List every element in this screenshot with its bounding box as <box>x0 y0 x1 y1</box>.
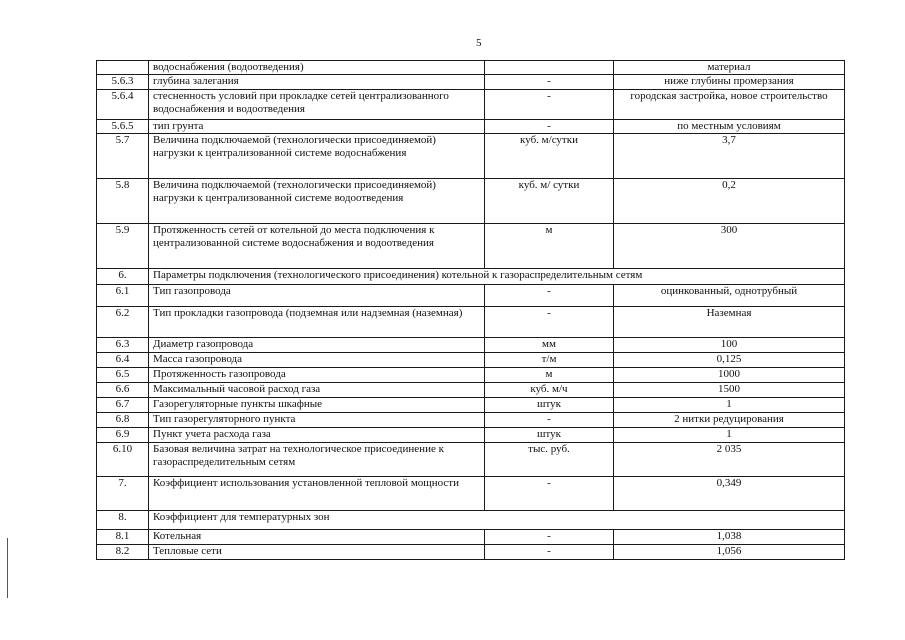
row-value: 1,056 <box>614 545 845 560</box>
row-value: оцинкованный, однотрубный <box>614 285 845 307</box>
row-number: 8.1 <box>97 530 149 545</box>
row-value: 2 035 <box>614 443 845 477</box>
row-value: 1 <box>614 428 845 443</box>
row-number: 5.7 <box>97 134 149 179</box>
table-row <box>97 428 845 443</box>
row-unit: - <box>485 477 614 511</box>
row-parameter: Тип газопровода <box>149 285 485 307</box>
table-row <box>97 353 845 368</box>
row-parameter: Максимальный часовой расход газа <box>149 383 485 398</box>
row-parameter: Коэффициент использования установленной тепловой мощности <box>149 477 485 511</box>
row-unit: - <box>485 285 614 307</box>
table-row <box>97 134 845 179</box>
table-row <box>97 368 845 383</box>
row-number: 6.10 <box>97 443 149 477</box>
table-section-row <box>97 511 845 530</box>
row-unit: - <box>485 413 614 428</box>
row-number: 5.6.4 <box>97 90 149 120</box>
scan-edge-mark <box>7 538 8 598</box>
row-value: 1 <box>614 398 845 413</box>
row-value: 1,038 <box>614 530 845 545</box>
row-value: 2 нитки редуцирования <box>614 413 845 428</box>
row-parameter: Тип прокладки газопровода (подземная или надземная (наземная) <box>149 307 485 338</box>
row-value: 1000 <box>614 368 845 383</box>
row-unit: м <box>485 224 614 269</box>
row-value: 0,125 <box>614 353 845 368</box>
row-parameter: Масса газопровода <box>149 353 485 368</box>
section-title: Коэффициент для температурных зон <box>149 511 845 530</box>
row-value: 1500 <box>614 383 845 398</box>
row-number: 5.6.5 <box>97 120 149 134</box>
row-number: 6.2 <box>97 307 149 338</box>
row-unit: - <box>485 530 614 545</box>
row-number: 5.9 <box>97 224 149 269</box>
row-parameter: Диаметр газопровода <box>149 338 485 353</box>
row-number: 6.4 <box>97 353 149 368</box>
row-value: 100 <box>614 338 845 353</box>
table-row <box>97 398 845 413</box>
table-row <box>97 75 845 90</box>
row-parameter: Пункт учета расхода газа <box>149 428 485 443</box>
row-parameter: Базовая величина затрат на технологическое присоединение к газораспределительным сетям <box>149 443 485 477</box>
row-parameter: Котельная <box>149 530 485 545</box>
row-unit: куб. м/ч <box>485 383 614 398</box>
row-value: 3,7 <box>614 134 845 179</box>
row-parameter: Протяженность газопровода <box>149 368 485 383</box>
page-number: 5 <box>476 37 482 49</box>
row-parameter: Протяженность сетей от котельной до места подключения к централизованной системе водоснабжения и водоотведения <box>149 224 485 269</box>
row-parameter: Тепловые сети <box>149 545 485 560</box>
row-number: 8.2 <box>97 545 149 560</box>
row-number: 5.8 <box>97 179 149 224</box>
row-parameter: глубина залегания <box>149 75 485 90</box>
row-number: 6.7 <box>97 398 149 413</box>
row-value: Наземная <box>614 307 845 338</box>
table-row <box>97 383 845 398</box>
row-unit: - <box>485 75 614 90</box>
row-number: 6.5 <box>97 368 149 383</box>
row-value: 0,2 <box>614 179 845 224</box>
table-row <box>97 443 845 477</box>
table-row <box>97 545 845 560</box>
row-parameter: Тип газорегуляторного пункта <box>149 413 485 428</box>
table-section-row <box>97 269 845 285</box>
row-unit: мм <box>485 338 614 353</box>
table-row <box>97 179 845 224</box>
row-parameter: водоснабжения (водоотведения) <box>149 61 485 75</box>
table-row <box>97 413 845 428</box>
row-value: городская застройка, новое строительство <box>614 90 845 120</box>
table-row <box>97 224 845 269</box>
row-number: 6.1 <box>97 285 149 307</box>
table-row <box>97 338 845 353</box>
parameters-table <box>96 60 845 560</box>
row-parameter: тип грунта <box>149 120 485 134</box>
row-number: 6.3 <box>97 338 149 353</box>
row-unit: т/м <box>485 353 614 368</box>
table-row <box>97 120 845 134</box>
row-value: ниже глубины промерзания <box>614 75 845 90</box>
section-number: 6. <box>97 269 149 285</box>
row-number: 6.6 <box>97 383 149 398</box>
table-row <box>97 530 845 545</box>
row-number: 5.6.3 <box>97 75 149 90</box>
table-row <box>97 307 845 338</box>
row-unit: куб. м/ сутки <box>485 179 614 224</box>
section-title: Параметры подключения (технологического присоединения) котельной к газораспределительным сетям <box>149 269 845 285</box>
row-number <box>97 61 149 75</box>
section-number: 8. <box>97 511 149 530</box>
table-row <box>97 477 845 511</box>
row-unit: - <box>485 307 614 338</box>
row-unit: - <box>485 545 614 560</box>
row-number: 7. <box>97 477 149 511</box>
table-row <box>97 285 845 307</box>
row-parameter: стесненность условий при прокладке сетей централизованного водоснабжения и водоотведения <box>149 90 485 120</box>
table-row <box>97 90 845 120</box>
row-unit: штук <box>485 398 614 413</box>
row-number: 6.8 <box>97 413 149 428</box>
row-parameter: Величина подключаемой (технологически присоединяемой) нагрузки к централизованной системе водоснабжения <box>149 134 485 179</box>
row-value: по местным условиям <box>614 120 845 134</box>
row-unit <box>485 61 614 75</box>
row-parameter: Величина подключаемой (технологически присоединяемой) нагрузки к централизованной системе водоотведения <box>149 179 485 224</box>
row-unit: тыс. руб. <box>485 443 614 477</box>
row-unit: - <box>485 120 614 134</box>
row-value: 300 <box>614 224 845 269</box>
row-unit: куб. м/сутки <box>485 134 614 179</box>
row-value: материал <box>614 61 845 75</box>
row-unit: м <box>485 368 614 383</box>
row-unit: штук <box>485 428 614 443</box>
row-parameter: Газорегуляторные пункты шкафные <box>149 398 485 413</box>
table-row <box>97 61 845 75</box>
row-unit: - <box>485 90 614 120</box>
row-number: 6.9 <box>97 428 149 443</box>
row-value: 0,349 <box>614 477 845 511</box>
